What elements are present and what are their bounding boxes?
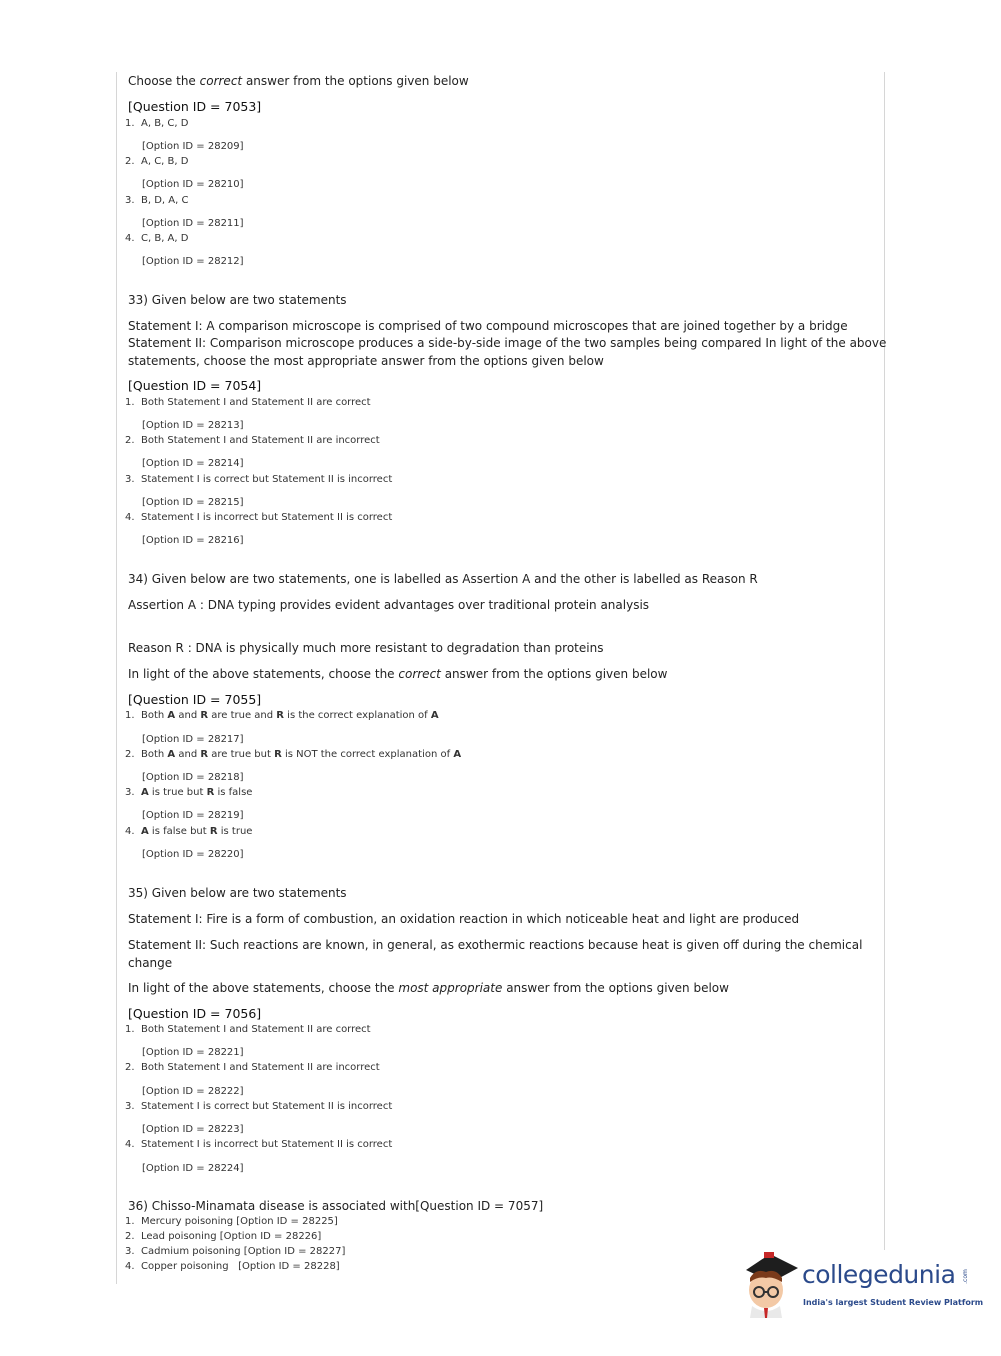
q32-option-3: 3. B, D, A, C [125,195,189,206]
q32-option-2-id: [Option ID = 28210] [142,179,244,190]
q35-option-2-id: [Option ID = 28222] [142,1086,244,1097]
q36-heading: 36) Chisso-Minamata disease is associated with[Question ID = 7057] [128,1199,544,1213]
q35-heading: 35) Given below are two statements [128,886,347,900]
q32-option-2: 2. A, C, B, D [125,156,189,167]
brand-wordmark: collegedunia [802,1260,956,1289]
q36-option-4: 4. Copper poisoning [Option ID = 28228] [125,1261,340,1272]
q32-option-4: 4. C, B, A, D [125,233,189,244]
q34-option-2-id: [Option ID = 28218] [142,772,244,783]
q34-option-2: 2. Both A and R are true but R is NOT the correct explanation of A [125,749,462,760]
q34-assertion: Assertion A : DNA typing provides evident advantages over traditional protein analysis [128,598,650,612]
q34-option-4: 4. A is false but R is true [125,826,253,837]
q32-option-4-id: [Option ID = 28212] [142,256,244,267]
q32-option-1: 1. A, B, C, D [125,118,189,129]
q35-question-id: [Question ID = 7056] [128,1006,262,1021]
q35-option-1-id: [Option ID = 28221] [142,1047,244,1058]
q35-option-2: 2. Both Statement I and Statement II are incorrect [125,1062,380,1073]
q33-option-3: 3. Statement I is correct but Statement II is incorrect [125,474,393,485]
q35-option-3: 3. Statement I is correct but Statement II is incorrect [125,1101,393,1112]
q34-option-1: 1. Both A and R are true and R is the correct explanation of A [125,710,439,721]
q32-instruction: Choose the correct answer from the options given below [128,74,469,88]
q34-reason: Reason R : DNA is physically much more resistant to degradation than proteins [128,641,604,655]
q32-option-1-id: [Option ID = 28209] [142,141,244,152]
q33-option-1: 1. Both Statement I and Statement II are correct [125,397,371,408]
q33-question-id: [Question ID = 7054] [128,378,262,393]
q33-option-4-id: [Option ID = 28216] [142,535,244,546]
q34-heading: 34) Given below are two statements, one is labelled as Assertion A and the other is labelled as Reason R [128,572,758,586]
q33-option-1-id: [Option ID = 28213] [142,420,244,431]
q33-option-3-id: [Option ID = 28215] [142,497,244,508]
q35-option-4: 4. Statement I is incorrect but Statement II is correct [125,1139,393,1150]
q35-option-4-id: [Option ID = 28224] [142,1163,244,1174]
q36-option-2: 2. Lead poisoning [Option ID = 28226] [125,1231,322,1242]
left-margin-rule [116,72,117,1284]
q36-option-1: 1. Mercury poisoning [Option ID = 28225] [125,1216,338,1227]
q33-statement-2: Statement II: Comparison microscope produces a side-by-side image of the two samples being compared In light of the above [128,336,887,350]
q32-question-id: [Question ID = 7053] [128,99,262,114]
q35-statement-1: Statement I: Fire is a form of combustion, an oxidation reaction in which noticeable heat and light are produced [128,912,800,926]
q34-question-id: [Question ID = 7055] [128,692,262,707]
q35-instruction: In light of the above statements, choose the most appropriate answer from the options given below [128,981,729,995]
q33-option-2-id: [Option ID = 28214] [142,458,244,469]
q35-option-3-id: [Option ID = 28223] [142,1124,244,1135]
brand-tagline: India's largest Student Review Platform [803,1298,984,1307]
q36-option-3: 3. Cadmium poisoning [Option ID = 28227] [125,1246,346,1257]
q33-heading: 33) Given below are two statements [128,293,347,307]
q33-statement-1: Statement I: A comparison microscope is comprised of two compound microscopes that are joined together by a bridge [128,319,848,333]
q35-statement-2: Statement II: Such reactions are known, in general, as exothermic reactions because heat is given off during the chemical change [128,938,863,970]
q33-option-4: 4. Statement I is incorrect but Statement II is correct [125,512,393,523]
q34-option-1-id: [Option ID = 28217] [142,734,244,745]
q32-option-3-id: [Option ID = 28211] [142,218,244,229]
q34-option-3: 3. A is true but R is false [125,787,253,798]
q34-option-3-id: [Option ID = 28219] [142,810,244,821]
q33-option-2: 2. Both Statement I and Statement II are incorrect [125,435,380,446]
q33-statement-2-cont: statements, choose the most appropriate answer from the options given below [128,354,604,368]
brand-domain-suffix: .com [961,1269,969,1284]
right-margin-rule [884,72,885,1250]
q34-option-4-id: [Option ID = 28220] [142,849,244,860]
q34-instruction: In light of the above statements, choose the correct answer from the options given below [128,667,668,681]
q35-option-1: 1. Both Statement I and Statement II are correct [125,1024,371,1035]
